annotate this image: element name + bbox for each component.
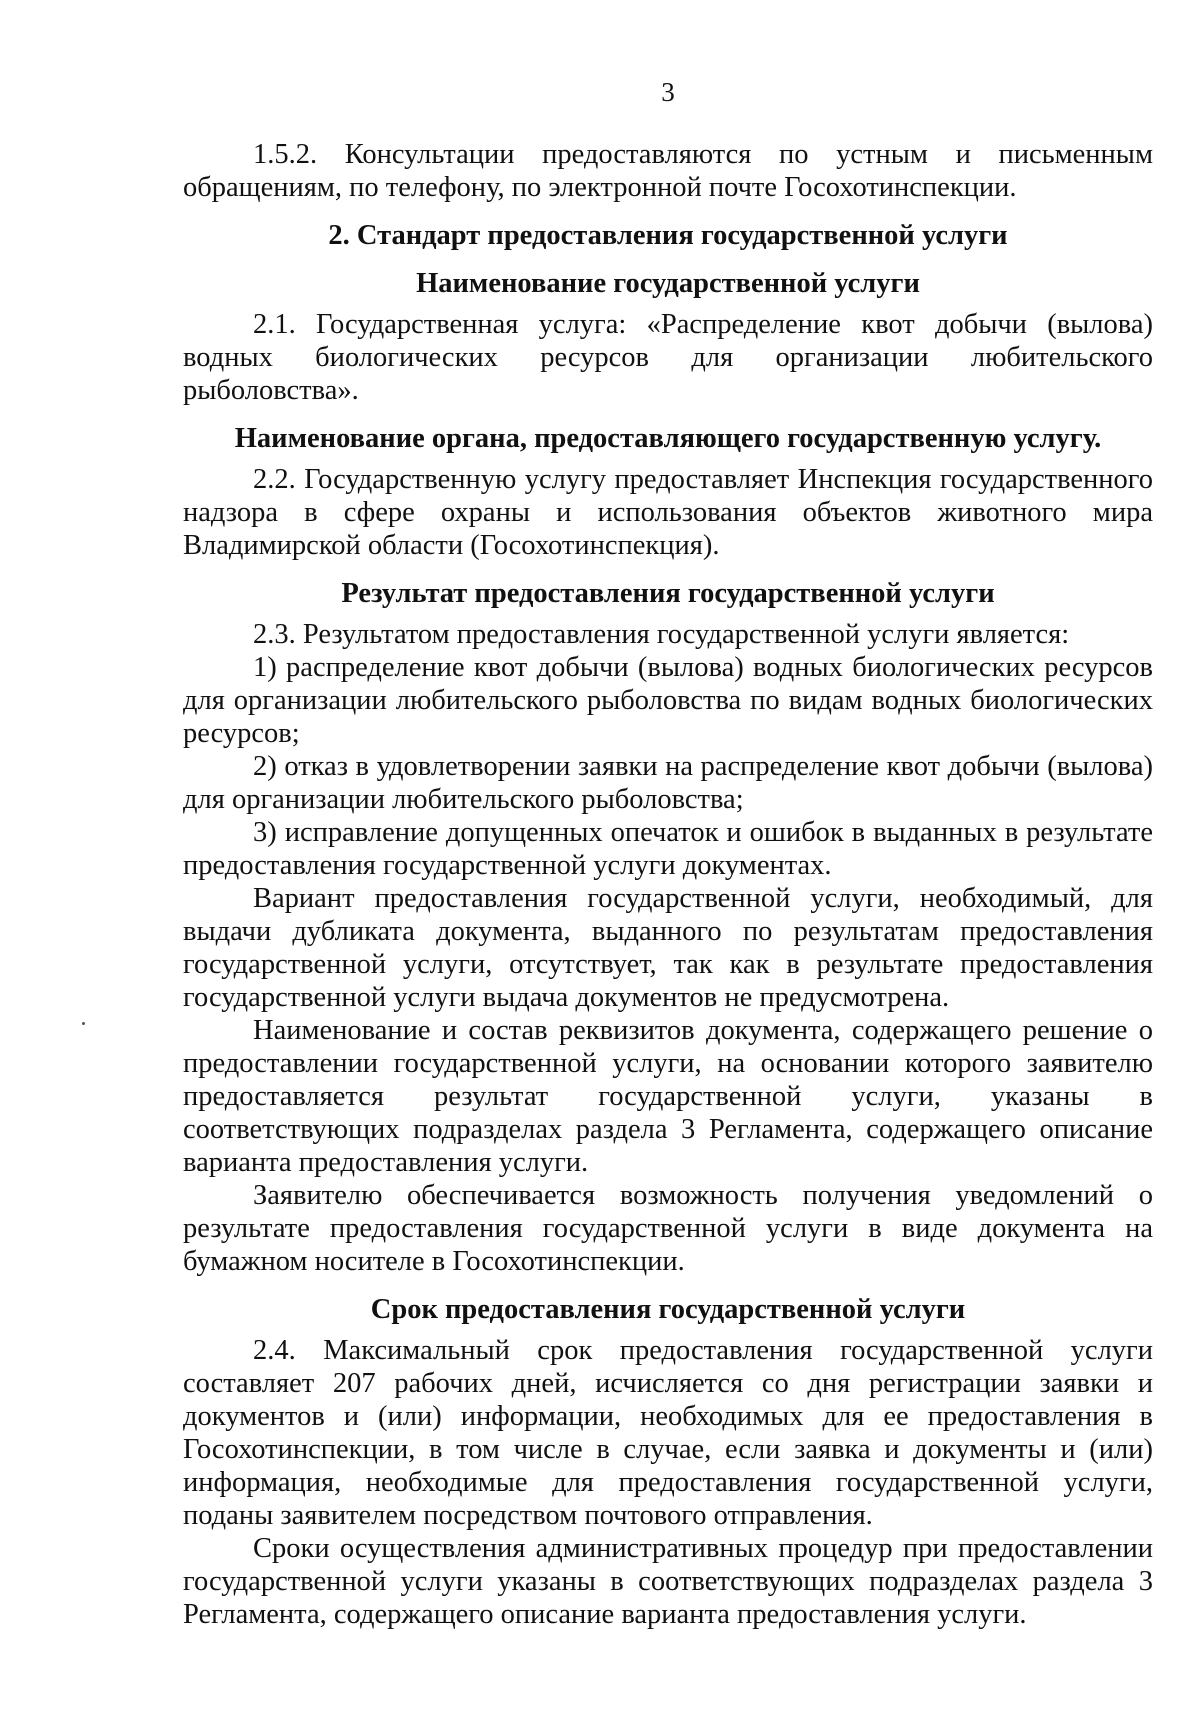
subheading-service-result: Результат предоставления государственной услуги: [341, 578, 995, 609]
paragraph-duplicate-variant: Вариант предоставления государственной услуги, необходимый, для выдачи дубликата документа, выданного по результатам предоставления государственной услуги, отсутствует, так как в результате предоставления государственной услуги выдача документов не предусмотрена.: [183, 883, 1153, 1013]
paragraph-2-4: 2.4. Максимальный срок предоставления государственной услуги составляет 207 рабочих дней, исчисляется со дня регистрации заявки и документов и (или) информации, необходимых для ее предоставления в Госохотинспекции, в том числе в случае, если заявка и документы и (или) информация, необходимые для предоставления государственной услуги, поданы заявителем посредством почтового отправления.: [183, 1335, 1153, 1531]
subheading-service-name: Наименование государственной услуги: [416, 268, 920, 299]
paragraph-requisites: Наименование и состав реквизитов документа, содержащего решение о предоставлении государственной услуги, на основании которого заявителю предоставляется результат государственной услуги, указаны в соответствующих подразделах раздела 3 Регламента, содержащего описание варианта предоставления услуги.: [183, 1015, 1153, 1178]
paragraph-2-2: 2.2. Государственную услугу предоставляет Инспекция государственного надзора в сфере охраны и использования объектов животного мира Владимирской области (Госохотинспекция).: [183, 464, 1153, 561]
result-list-item-1: 1) распределение квот добычи (вылова) водных биологических ресурсов для организации любительского рыболовства по видам водных биологических ресурсов;: [183, 652, 1153, 749]
scan-speck: [82, 1022, 85, 1025]
paragraph-notifications: Заявителю обеспечивается возможность получения уведомлений о результате предоставления государственной услуги в виде документа на бумажном носителе в Госохотинспекции.: [183, 1180, 1153, 1277]
result-list-item-3: 3) исправление допущенных опечаток и ошибок в выданных в результате предоставления государственной услуги документах.: [183, 817, 1153, 881]
subheading-service-term: Срок предоставления государственной услуги: [370, 1294, 966, 1325]
paragraph-admin-procedure-terms: Сроки осуществления административных процедур при предоставлении государственной услуги указаны в соответствующих подразделах раздела 3 Регламента, содержащего описание варианта предоставления услуги.: [183, 1533, 1153, 1630]
document-body: [183, 138, 1153, 1631]
paragraph-1-5-2: 1.5.2. Консультации предоставляются по устным и письменным обращениям, по телефону, по электронной почте Госохотинспекции.: [183, 139, 1153, 203]
paragraph-2-1: 2.1. Государственная услуга: «Распределение квот добычи (вылова) водных биологических ресурсов для организации любительского рыболовства».: [183, 309, 1153, 406]
subheading-providing-organ: Наименование органа, предоставляющего государственную услугу.: [234, 423, 1102, 454]
result-list-item-2: 2) отказ в удовлетворении заявки на распределение квот добычи (вылова) для организации любительского рыболовства;: [183, 751, 1153, 815]
page-number: 3: [661, 77, 675, 107]
paragraph-2-3: 2.3. Результатом предоставления государственной услуги является:: [253, 619, 1070, 650]
section-heading-2: 2. Стандарт предоставления государственной услуги: [328, 220, 1008, 251]
